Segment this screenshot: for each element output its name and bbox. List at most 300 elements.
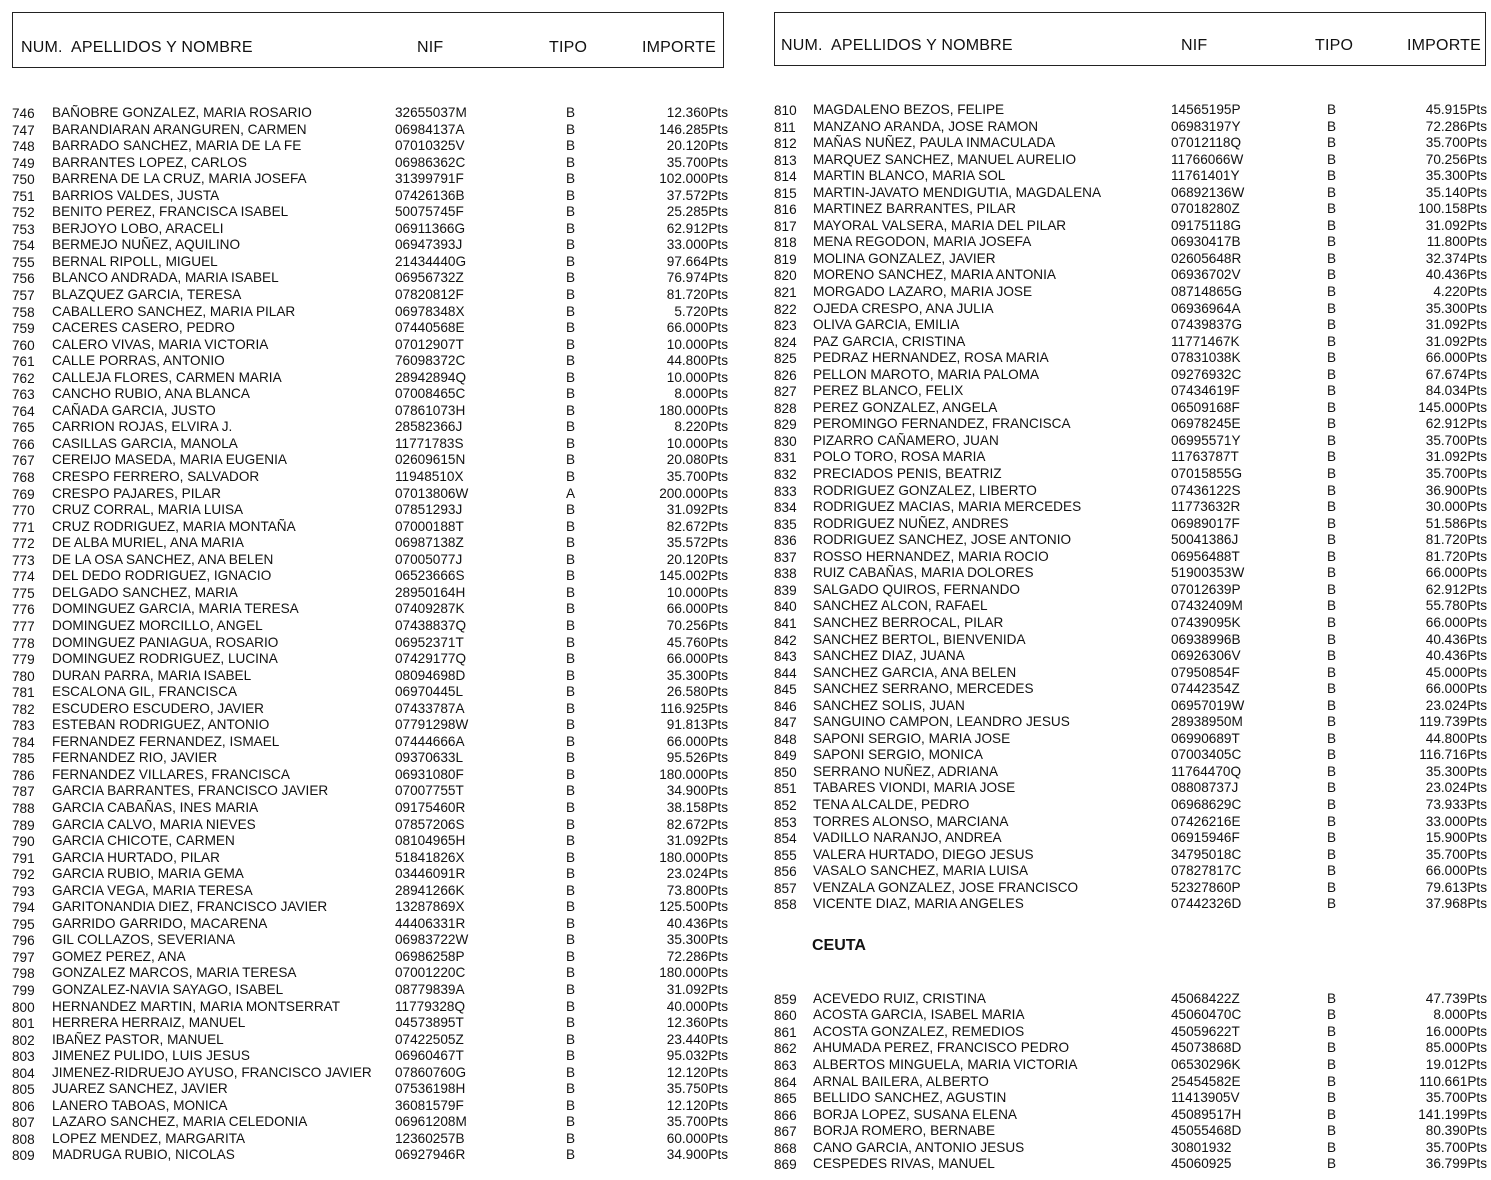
table-row [774, 466, 1486, 483]
table-row [774, 1156, 1486, 1173]
row-name: RODRIGUEZ NUÑEZ, ANDRES [813, 515, 1009, 531]
row-num: 849 [774, 748, 797, 764]
row-name: GARCIA VEGA, MARIA TERESA [52, 882, 253, 898]
row-nif: 04573895T [395, 1015, 464, 1031]
row-name: SANCHEZ BERROCAL, PILAR [813, 614, 1004, 630]
table-row [774, 991, 1486, 1008]
header-num: NUM. [781, 37, 823, 54]
row-name: GARCIA CABAÑAS, INES MARIA [52, 799, 259, 815]
table-row [774, 1090, 1486, 1107]
row-nif: 50041386J [1171, 532, 1239, 548]
row-tipo: B [566, 766, 576, 782]
row-name: GARCIA BARRANTES, FRANCISCO JAVIER [52, 783, 329, 799]
row-num: 763 [12, 387, 35, 403]
row-name: BORJA LOPEZ, SUSANA ELENA [813, 1106, 1017, 1122]
row-tipo: B [566, 1015, 576, 1031]
row-name: MAYORAL VALSERA, MARIA DEL PILAR [813, 217, 1067, 233]
table-row [774, 400, 1486, 417]
table-row [12, 568, 728, 585]
row-nif: 09276932C [1171, 366, 1242, 382]
row-nif: 06956732Z [395, 270, 464, 286]
row-importe: 10.000Pts [666, 336, 728, 352]
row-num: 806 [12, 1098, 35, 1114]
right-column [774, 12, 1486, 1173]
row-importe: 66.000Pts [1425, 565, 1487, 581]
row-tipo: B [566, 320, 576, 336]
row-nif: 06956488T [1171, 548, 1240, 564]
table-row [12, 617, 728, 635]
row-num: 803 [12, 1049, 35, 1065]
row-name: SANCHEZ SERRANO, MERCEDES [813, 681, 1034, 697]
row-importe: 31.092Pts [1425, 449, 1487, 465]
row-tipo: B [566, 204, 576, 220]
row-num: 862 [774, 1041, 797, 1057]
row-nif: 45055468D [1171, 1123, 1242, 1139]
row-tipo: B [1327, 466, 1337, 482]
row-nif: 06961208M [395, 1114, 467, 1130]
table-row [774, 119, 1486, 136]
row-tipo: B [1327, 697, 1337, 713]
row-num: 852 [774, 797, 797, 813]
row-name: VASALO SANCHEZ, MARIA LUISA [813, 863, 1029, 879]
row-importe: 66.000Pts [666, 320, 728, 336]
row-num: 808 [12, 1131, 35, 1147]
row-nif: 11766066W [1171, 151, 1244, 167]
row-nif: 06978348X [395, 303, 465, 319]
row-tipo: B [566, 750, 576, 766]
row-tipo: B [566, 634, 576, 650]
table-row [12, 237, 728, 254]
row-num: 866 [774, 1107, 797, 1123]
row-tipo: B [1327, 350, 1337, 366]
row-tipo: B [566, 1081, 576, 1097]
row-num: 753 [12, 221, 35, 237]
row-nif: 07950854F [1171, 664, 1240, 680]
row-num: 826 [774, 367, 797, 383]
table-row [12, 981, 728, 999]
table-row [12, 303, 728, 321]
row-tipo: B [566, 717, 576, 733]
table-row [774, 863, 1486, 880]
table-row [12, 518, 728, 536]
row-nif: 28941266K [395, 882, 465, 898]
row-num: 847 [774, 715, 797, 731]
row-name: GOMEZ PEREZ, ANA [52, 948, 186, 964]
row-nif: 12360257B [395, 1130, 465, 1146]
row-nif: 06931080F [395, 766, 464, 782]
row-nif: 06960467T [395, 1048, 464, 1064]
row-importe: 100.158Pts [1418, 201, 1487, 217]
row-name: BENITO PEREZ, FRANCISCA ISABEL [52, 204, 289, 220]
row-name: BARRIOS VALDES, JUSTA [52, 187, 220, 203]
table-row [774, 168, 1486, 185]
row-num: 814 [774, 169, 797, 185]
row-importe: 35.300Pts [666, 667, 728, 683]
section-ceuta [774, 913, 1486, 991]
row-num: 832 [774, 467, 797, 483]
row-num: 748 [12, 139, 35, 155]
row-tipo: B [1327, 250, 1337, 266]
row-nif: 08104965H [395, 833, 466, 849]
table-row [774, 1024, 1486, 1041]
row-importe: 35.700Pts [1425, 466, 1487, 482]
row-importe: 116.716Pts [1419, 747, 1487, 763]
row-nif: 45068422Z [1171, 990, 1240, 1006]
row-tipo: B [566, 998, 576, 1014]
row-importe: 62.912Pts [1425, 581, 1487, 597]
row-tipo: B [566, 684, 576, 700]
row-num: 813 [774, 152, 797, 168]
table-row [774, 1040, 1486, 1057]
row-name: GIL COLLAZOS, SEVERIANA [52, 932, 236, 948]
row-name: BAÑOBRE GONZALEZ, MARIA ROSARIO [52, 105, 312, 120]
row-importe: 38.158Pts [666, 799, 728, 815]
row-name: VENZALA GONZALEZ, JOSE FRANCISCO [813, 879, 1079, 895]
row-tipo: B [566, 783, 576, 799]
table-header-left [12, 12, 724, 68]
row-num: 863 [774, 1057, 797, 1073]
row-num: 773 [12, 552, 35, 568]
row-tipo: B [566, 915, 576, 931]
row-nif: 06983722W [395, 932, 469, 948]
row-num: 854 [774, 831, 797, 847]
row-num: 835 [774, 516, 797, 532]
row-nif: 07426136B [395, 187, 465, 203]
row-nif: 07434619F [1171, 383, 1240, 399]
row-num: 756 [12, 271, 35, 287]
row-nif: 08779839A [395, 981, 465, 997]
row-name: BARANDIARAN ARANGUREN, CARMEN [52, 121, 307, 137]
table-row [774, 764, 1486, 781]
row-importe: 34.900Pts [666, 1147, 728, 1163]
row-num: 784 [12, 734, 35, 750]
row-importe: 23.024Pts [1425, 697, 1487, 713]
row-num: 764 [12, 403, 35, 419]
row-tipo: B [566, 419, 576, 435]
row-name: DE ALBA MURIEL, ANA MARIA [52, 535, 244, 551]
header-tipo: TIPO [549, 39, 588, 56]
row-tipo: B [1327, 763, 1337, 779]
row-name: CASILLAS GARCIA, MANOLA [52, 435, 238, 451]
table-row [12, 485, 728, 503]
row-name: ESTEBAN RODRIGUEZ, ANTONIO [52, 717, 270, 733]
row-num: 783 [12, 718, 35, 734]
row-importe: 10.000Pts [666, 369, 728, 385]
row-name: MARTIN BLANCO, MARIA SOL [813, 168, 1006, 184]
table-row [774, 747, 1486, 764]
row-tipo: B [1327, 118, 1337, 134]
row-tipo: B [566, 932, 576, 948]
table-body-right [774, 102, 1486, 913]
row-tipo: B [1327, 681, 1337, 697]
row-importe: 102.000Pts [659, 171, 728, 187]
row-name: PEREZ BLANCO, FELIX [813, 383, 964, 399]
row-tipo: B [1327, 714, 1337, 730]
row-importe: 180.000Pts [659, 402, 728, 418]
row-nif: 07015855G [1171, 466, 1243, 482]
table-row [12, 1097, 728, 1115]
row-tipo: B [1327, 631, 1337, 647]
table-row [774, 1123, 1486, 1140]
row-tipo: B [1327, 598, 1337, 614]
row-nif: 06915946F [1171, 830, 1240, 846]
table-row [12, 799, 728, 817]
row-importe: 82.672Pts [666, 518, 728, 534]
row-tipo: B [566, 369, 576, 385]
row-num: 827 [774, 384, 797, 400]
row-tipo: B [566, 386, 576, 402]
row-importe: 36.900Pts [1425, 482, 1487, 498]
row-name: ARNAL BAILERA, ALBERTO [813, 1073, 989, 1089]
row-tipo: B [1327, 830, 1337, 846]
row-tipo: B [1327, 780, 1337, 796]
row-importe: 180.000Pts [659, 965, 728, 981]
row-num: 809 [12, 1148, 35, 1164]
row-nif: 45089517H [1171, 1106, 1242, 1122]
row-nif: 06970445L [395, 684, 464, 700]
row-name: ESCUDERO ESCUDERO, JAVIER [52, 700, 264, 716]
row-name: DE LA OSA SANCHEZ, ANA BELEN [52, 551, 274, 567]
row-name: GONZALEZ MARCOS, MARIA TERESA [52, 965, 297, 981]
row-nif: 07005077J [395, 551, 463, 567]
row-nif: 06927946R [395, 1147, 466, 1163]
row-importe: 5.720Pts [674, 303, 728, 319]
row-importe: 180.000Pts [659, 766, 728, 782]
row-importe: 66.000Pts [1425, 350, 1487, 366]
row-nif: 07851293J [395, 502, 463, 518]
row-name: HERRERA HERRAIZ, MANUEL [52, 1015, 246, 1031]
table-row [12, 435, 728, 453]
row-nif: 06990689T [1171, 730, 1240, 746]
row-num: 785 [12, 751, 35, 767]
row-nif: 06995571Y [1171, 432, 1241, 448]
row-num: 805 [12, 1082, 35, 1098]
row-num: 811 [774, 119, 796, 135]
row-name: CARRION ROJAS, ELVIRA J. [52, 419, 233, 435]
row-name: MORGADO LAZARO, MARIA JOSE [813, 284, 1033, 300]
row-tipo: B [1327, 267, 1337, 283]
row-name: CACERES CASERO, PEDRO [52, 320, 235, 336]
row-name: CALERO VIVAS, MARIA VICTORIA [52, 336, 269, 352]
row-importe: 62.912Pts [666, 220, 728, 236]
table-row [12, 353, 728, 370]
row-nif: 09370633L [395, 750, 464, 766]
row-num: 791 [12, 850, 35, 866]
row-nif: 21434440G [395, 253, 467, 269]
row-importe: 4.220Pts [1433, 284, 1487, 300]
row-importe: 31.092Pts [1425, 317, 1487, 333]
table-row [12, 402, 728, 420]
row-importe: 35.700Pts [666, 154, 728, 170]
row-tipo: B [1327, 399, 1337, 415]
table-row [12, 187, 728, 205]
row-tipo: B [1327, 317, 1337, 333]
row-nif: 06957019W [1171, 697, 1245, 713]
row-nif: 07012639P [1171, 581, 1241, 597]
row-name: HERNANDEZ MARTIN, MARIA MONTSERRAT [52, 998, 341, 1014]
table-body-ceuta [774, 991, 1486, 1173]
table-row [12, 121, 728, 139]
row-importe: 40.000Pts [666, 998, 728, 1014]
row-nif: 07442326D [1171, 896, 1242, 912]
row-importe: 81.720Pts [1425, 532, 1487, 548]
row-importe: 20.080Pts [666, 452, 728, 468]
row-num: 749 [12, 155, 35, 171]
table-row [12, 1147, 728, 1164]
row-name: BERMEJO NUÑEZ, AQUILINO [52, 237, 241, 253]
row-num: 804 [12, 1065, 35, 1081]
row-name: DOMINGUEZ PANIAGUA, ROSARIO [52, 634, 279, 650]
row-importe: 66.000Pts [666, 601, 728, 617]
row-name: BERNAL RIPOLL, MIGUEL [52, 253, 218, 269]
row-name: SANCHEZ GARCIA, ANA BELEN [813, 664, 1017, 680]
row-name: FERNANDEZ RIO, JAVIER [52, 750, 218, 766]
table-row [12, 469, 728, 486]
row-importe: 81.720Pts [666, 287, 728, 303]
row-tipo: B [566, 799, 576, 815]
row-nif: 14565195P [1171, 102, 1241, 117]
row-tipo: B [1327, 730, 1337, 746]
table-row [774, 185, 1486, 202]
row-importe: 66.000Pts [1425, 863, 1487, 879]
table-row [774, 367, 1486, 384]
row-importe: 95.526Pts [666, 750, 728, 766]
row-nif: 06926306V [1171, 648, 1241, 664]
row-importe: 70.256Pts [666, 617, 728, 633]
table-row [774, 896, 1486, 913]
row-num: 779 [12, 652, 35, 668]
table-row [12, 651, 728, 668]
row-nif: 08094698D [395, 667, 466, 683]
row-num: 819 [774, 251, 797, 267]
row-num: 796 [12, 933, 35, 949]
row-name: ACOSTA GARCIA, ISABEL MARIA [813, 1007, 1025, 1023]
header-name: APELLIDOS Y NOMBRE [831, 37, 1013, 54]
row-tipo: B [1327, 1073, 1337, 1089]
row-importe: 66.000Pts [1425, 614, 1487, 630]
row-tipo: B [566, 866, 576, 882]
row-name: SANCHEZ BERTOL, BIENVENIDA [813, 631, 1026, 647]
row-num: 766 [12, 436, 35, 452]
row-num: 868 [774, 1140, 797, 1156]
row-importe: 33.000Pts [666, 237, 728, 253]
row-tipo: B [566, 336, 576, 352]
table-row [774, 301, 1486, 318]
header-importe: IMPORTE [642, 39, 717, 56]
row-tipo: B [1327, 747, 1337, 763]
row-name: GARRIDO GARRIDO, MACARENA [52, 915, 268, 931]
row-name: ROSSO HERNANDEZ, MARIA ROCIO [813, 548, 1049, 564]
row-num: 856 [774, 864, 797, 880]
table-row [12, 253, 728, 271]
row-num: 824 [774, 334, 797, 350]
row-importe: 116.925Pts [660, 700, 728, 716]
row-tipo: B [1327, 796, 1337, 812]
row-nif: 11771783S [395, 435, 464, 451]
row-importe: 85.000Pts [1425, 1040, 1487, 1056]
row-num: 746 [12, 106, 35, 121]
row-name: PEREZ GONZALEZ, ANGELA [813, 399, 998, 415]
table-row [12, 998, 728, 1016]
row-tipo: B [1327, 1090, 1337, 1106]
row-tipo: B [1327, 217, 1337, 233]
row-nif: 07440568E [395, 320, 465, 336]
row-tipo: B [1327, 333, 1337, 349]
row-num: 769 [12, 486, 35, 502]
row-num: 845 [774, 682, 797, 698]
row-importe: 47.739Pts [1425, 990, 1487, 1006]
table-row [12, 551, 728, 569]
row-nif: 07426216E [1171, 813, 1241, 829]
row-tipo: B [1327, 234, 1337, 250]
table-row [774, 698, 1486, 715]
row-num: 858 [774, 897, 797, 913]
row-nif: 07010325V [395, 138, 465, 154]
row-name: TENA ALCALDE, PEDRO [813, 796, 970, 812]
table-row [774, 1007, 1486, 1024]
table-row [12, 899, 728, 916]
table-row [774, 598, 1486, 615]
row-num: 759 [12, 321, 35, 337]
row-importe: 23.024Pts [666, 866, 728, 882]
row-importe: 66.000Pts [666, 733, 728, 749]
row-num: 869 [774, 1157, 797, 1173]
table-row [774, 102, 1486, 119]
section-title: CEUTA [812, 936, 866, 954]
row-name: VALERA HURTADO, DIEGO JESUS [813, 846, 1034, 862]
row-name: SERRANO NUÑEZ, ADRIANA [813, 763, 999, 779]
table-row [12, 816, 728, 834]
row-tipo: B [566, 518, 576, 534]
row-importe: 35.300Pts [1425, 763, 1487, 779]
table-row [774, 383, 1486, 400]
row-tipo: B [1327, 1007, 1337, 1023]
row-tipo: B [566, 154, 576, 170]
row-importe: 76.974Pts [666, 270, 728, 286]
row-num: 747 [12, 122, 35, 138]
row-num: 786 [12, 767, 35, 783]
row-nif: 07438837Q [395, 617, 467, 633]
row-nif: 36081579F [395, 1097, 464, 1113]
row-num: 864 [774, 1074, 797, 1090]
row-num: 782 [12, 701, 35, 717]
row-name: RUIZ CABAÑAS, MARIA DOLORES [813, 565, 1034, 581]
row-importe: 44.800Pts [666, 353, 728, 369]
row-nif: 07820812F [395, 287, 464, 303]
row-importe: 35.700Pts [666, 1114, 728, 1130]
row-importe: 97.664Pts [666, 253, 728, 269]
row-name: RODRIGUEZ MACIAS, MARIA MERCEDES [813, 499, 1082, 515]
row-tipo: B [1327, 548, 1337, 564]
row-nif: 07008465C [395, 386, 466, 402]
row-nif: 28938950M [1171, 714, 1243, 730]
row-name: POLO TORO, ROSA MARIA [813, 449, 986, 465]
row-num: 774 [12, 569, 35, 585]
row-importe: 141.199Pts [1418, 1106, 1487, 1122]
table-row [12, 336, 728, 354]
row-importe: 40.436Pts [666, 915, 728, 931]
row-tipo: B [566, 138, 576, 154]
table-row [12, 1015, 728, 1032]
row-num: 842 [774, 632, 797, 648]
row-nif: 28950164H [395, 584, 466, 600]
row-num: 758 [12, 304, 35, 320]
row-nif: 11779328Q [395, 998, 466, 1014]
row-num: 830 [774, 433, 797, 449]
row-name: BLANCO ANDRADA, MARIA ISABEL [52, 270, 279, 286]
row-tipo: B [1327, 168, 1337, 184]
row-tipo: B [566, 965, 576, 981]
